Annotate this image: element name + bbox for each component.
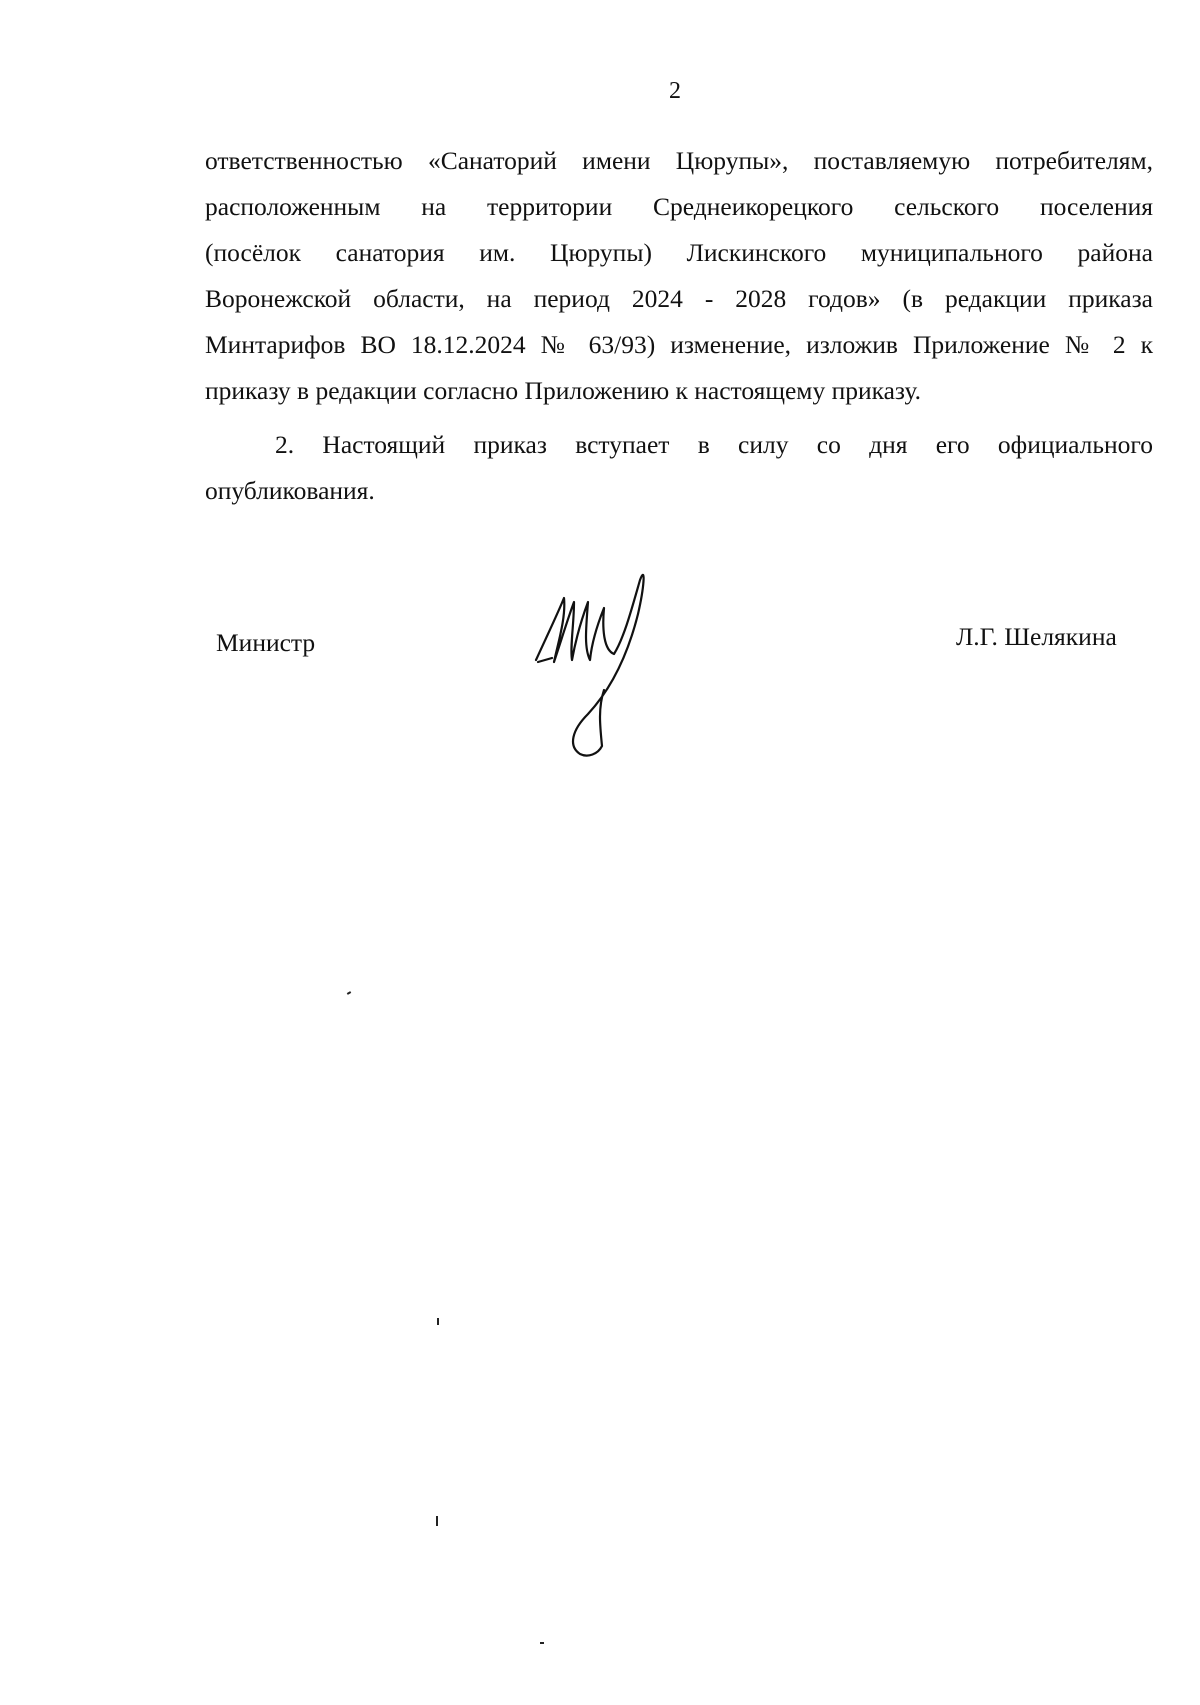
paragraph-1-line-5: Минтарифов ВО 18.12.2024 № 63/93) изменение, изложив Приложение № 2 к: [205, 330, 1153, 359]
paragraph-1-line-4: Воронежской области, на период 2024 - 2028 годов» (в редакции приказа: [205, 284, 1153, 313]
document-body: [205, 138, 1153, 514]
scan-speck: [540, 1642, 544, 1644]
paragraph-1-line-6: приказу в редакции согласно Приложению к настоящему приказу.: [205, 376, 922, 405]
paragraph-1-line-3: (посёлок санатория им. Цюрупы) Лискинского муниципального района: [205, 238, 1153, 267]
scan-speck: [347, 991, 351, 995]
scan-speck: [437, 1318, 439, 1325]
page-number: 2: [669, 78, 681, 104]
paragraph-2-line-2: опубликования.: [205, 476, 375, 505]
paragraph-2-line-1: 2. Настоящий приказ вступает в силу со дня его официального: [275, 430, 1153, 459]
paragraph-1-line-1: ответственностью «Санаторий имени Цюрупы», поставляемую потребителям,: [205, 146, 1153, 175]
signatory-name: Л.Г. Шелякина: [956, 622, 1117, 651]
handwritten-signature: [528, 558, 668, 758]
paragraph-1-line-2: расположенным на территории Среднеикорецкого сельского поселения: [205, 192, 1153, 221]
scan-speck: [436, 1516, 438, 1526]
signatory-title: Министр: [216, 628, 316, 657]
